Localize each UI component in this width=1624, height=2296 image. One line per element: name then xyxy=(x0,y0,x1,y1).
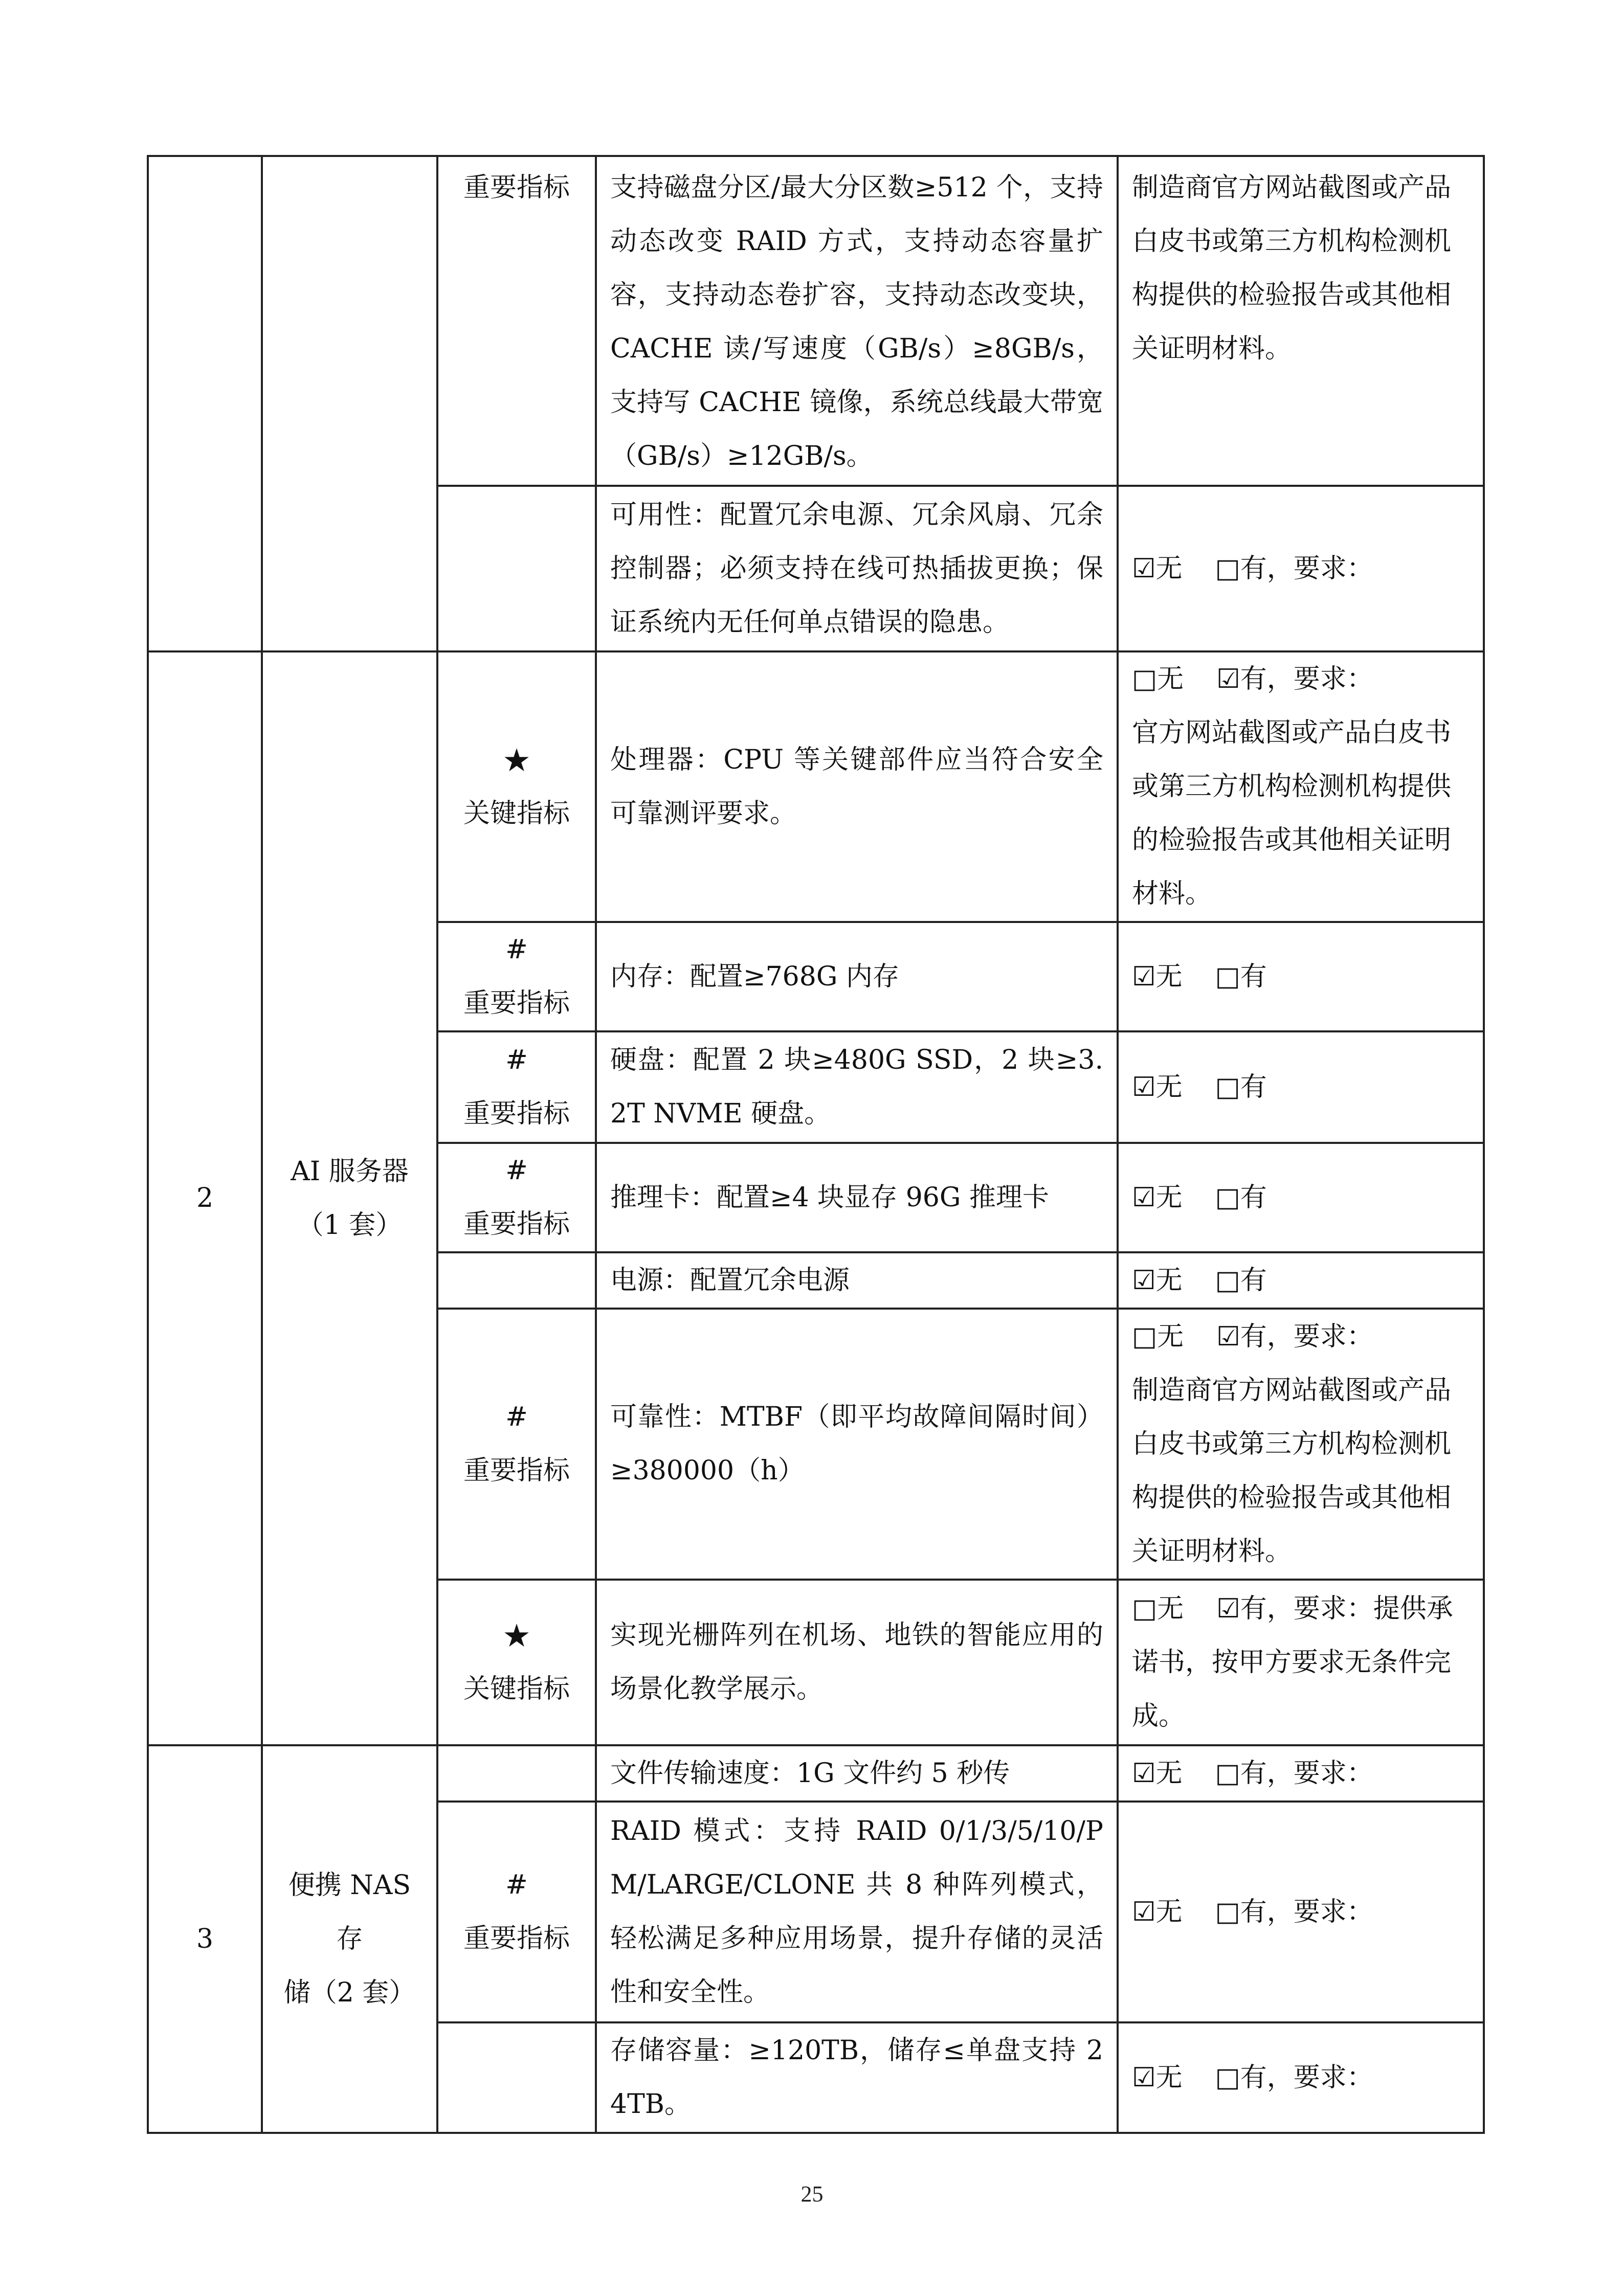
requirement-desc: 电源：配置冗余电源 xyxy=(596,1252,1118,1309)
checkbox-has: ☑有，要求： xyxy=(1216,1321,1373,1352)
requirement-desc: 存储容量：≥120TB，储存≤单盘支持 24TB。 xyxy=(596,2022,1118,2133)
evidence-cell xyxy=(1118,2022,1484,2133)
checkbox-has: ☑有，要求：提供承诺书，按甲方要求无条件完成。 xyxy=(1132,1593,1453,1731)
evidence-cell xyxy=(1118,1143,1484,1252)
hash-mark: # xyxy=(505,1045,528,1075)
item-name-cell xyxy=(262,651,437,1745)
checkbox-none: ☑无 xyxy=(1132,1265,1183,1296)
item-name-cell xyxy=(262,1745,437,2133)
item-number-cell xyxy=(148,156,262,651)
indicator-label: 重要指标 xyxy=(463,1098,570,1129)
requirement-desc: 硬盘：配置 2 块≥480G SSD，2 块≥3.2T NVME 硬盘。 xyxy=(596,1031,1118,1143)
indicator-cell xyxy=(437,651,596,922)
item-name-cell xyxy=(262,156,437,651)
evidence-text: 制造商官方网站截图或产品白皮书或第三方机构检测机构提供的检验报告或其他相关证明材料。 xyxy=(1132,1375,1452,1567)
checkbox-none: □无 xyxy=(1132,664,1184,694)
checkbox-has: ☑有，要求： xyxy=(1216,664,1373,694)
checkbox-none: □无 xyxy=(1132,1593,1184,1624)
star-icon: ★ xyxy=(502,1617,531,1654)
item-number-cell: 3 xyxy=(148,1745,262,2133)
requirement-desc: 支持磁盘分区/最大分区数≥512 个，支持动态改变 RAID 方式，支持动态容量扩容，支持动态卷扩容，支持动态改变块，CACHE 读/写速度（GB/s）≥8GB/s，支持写 CACHE 镜像，系统总线最大带宽（GB/s）≥12GB/s。 xyxy=(596,156,1118,486)
item-number-cell: 2 xyxy=(148,651,262,1745)
table-row xyxy=(148,156,1484,486)
checkbox-has: □有，要求： xyxy=(1215,1896,1373,1927)
indicator-cell xyxy=(437,1252,596,1309)
requirement-desc: 处理器：CPU 等关键部件应当符合安全可靠测评要求。 xyxy=(596,651,1118,922)
evidence-cell xyxy=(1118,1252,1484,1309)
requirement-desc: 推理卡：配置≥4 块显存 96G 推理卡 xyxy=(596,1143,1118,1252)
evidence-cell xyxy=(1118,1745,1484,1802)
star-icon: ★ xyxy=(502,741,531,779)
requirement-desc: 可靠性：MTBF（即平均故障间隔时间）≥380000（h） xyxy=(596,1309,1118,1580)
indicator-cell xyxy=(437,1143,596,1252)
indicator-cell xyxy=(437,1802,596,2022)
evidence-cell xyxy=(1118,922,1484,1031)
indicator-cell xyxy=(437,156,596,486)
indicator-label: 重要指标 xyxy=(463,1455,570,1486)
indicator-label: 重要指标 xyxy=(463,988,570,1019)
indicator-label: 重要指标 xyxy=(463,1923,570,1954)
requirement-desc: 可用性：配置冗余电源、冗余风扇、冗余控制器；必须支持在线可热插拔更换；保证系统内无任何单点错误的隐患。 xyxy=(596,486,1118,651)
checkbox-has: □有 xyxy=(1215,961,1267,992)
indicator-label: 重要指标 xyxy=(463,1209,570,1240)
indicator-label: 关键指标 xyxy=(463,798,570,829)
indicator-label: 重要指标 xyxy=(463,172,570,203)
item-name-line1: 便携 NAS 存 xyxy=(288,1870,411,1954)
indicator-cell xyxy=(437,1745,596,1802)
evidence-text: 官方网站截图或产品白皮书或第三方机构检测机构提供的检验报告或其他相关证明材料。 xyxy=(1132,717,1452,909)
item-name-line1: AI 服务器 xyxy=(291,1156,409,1187)
evidence-cell xyxy=(1118,1580,1484,1745)
requirement-desc: 实现光栅阵列在机场、地铁的智能应用的场景化教学展示。 xyxy=(596,1580,1118,1745)
item-name-line2: （1 套） xyxy=(297,1209,403,1241)
evidence-cell xyxy=(1118,1309,1484,1580)
indicator-cell xyxy=(437,1031,596,1143)
requirement-desc: RAID 模式：支持 RAID 0/1/3/5/10/PM/LARGE/CLONE 共 8 种阵列模式，轻松满足多种应用场景，提升存储的灵活性和安全性。 xyxy=(596,1802,1118,2022)
checkbox-none: ☑无 xyxy=(1132,961,1183,992)
checkbox-none: ☑无 xyxy=(1132,1071,1183,1102)
checkbox-has: □有，要求： xyxy=(1215,553,1373,584)
indicator-cell xyxy=(437,2022,596,2133)
checkbox-none: ☑无 xyxy=(1132,1896,1183,1927)
evidence-cell xyxy=(1118,651,1484,922)
hash-mark: # xyxy=(505,1402,528,1432)
checkbox-none: ☑无 xyxy=(1132,553,1183,584)
requirement-desc: 内存：配置≥768G 内存 xyxy=(596,922,1118,1031)
checkbox-has: □有 xyxy=(1215,1265,1267,1296)
evidence-cell xyxy=(1118,1802,1484,2022)
checkbox-has: □有，要求： xyxy=(1215,2062,1373,2093)
indicator-cell xyxy=(437,1580,596,1745)
evidence-cell xyxy=(1118,486,1484,651)
indicator-cell xyxy=(437,486,596,651)
checkbox-none: □无 xyxy=(1132,1321,1184,1352)
table-row xyxy=(148,651,1484,922)
item-name-line2: 储（2 套） xyxy=(283,1977,416,2008)
spec-table xyxy=(147,155,1485,2134)
indicator-cell xyxy=(437,922,596,1031)
evidence-cell: 制造商官方网站截图或产品白皮书或第三方机构检测机构提供的检验报告或其他相关证明材料。 xyxy=(1118,156,1484,486)
indicator-label: 关键指标 xyxy=(463,1674,570,1704)
indicator-cell xyxy=(437,1309,596,1580)
table-row xyxy=(148,1745,1484,1802)
checkbox-none: ☑无 xyxy=(1132,1182,1183,1213)
requirement-desc: 文件传输速度：1G 文件约 5 秒传 xyxy=(596,1745,1118,1802)
page-number: 25 xyxy=(800,2181,824,2207)
hash-mark: # xyxy=(505,1870,528,1900)
checkbox-has: □有，要求： xyxy=(1215,1758,1373,1789)
checkbox-has: □有 xyxy=(1215,1182,1267,1213)
checkbox-none: ☑无 xyxy=(1132,2062,1183,2093)
evidence-cell xyxy=(1118,1031,1484,1143)
checkbox-has: □有 xyxy=(1215,1071,1267,1102)
checkbox-none: ☑无 xyxy=(1132,1758,1183,1789)
hash-mark: # xyxy=(505,1155,528,1186)
hash-mark: # xyxy=(505,934,528,965)
